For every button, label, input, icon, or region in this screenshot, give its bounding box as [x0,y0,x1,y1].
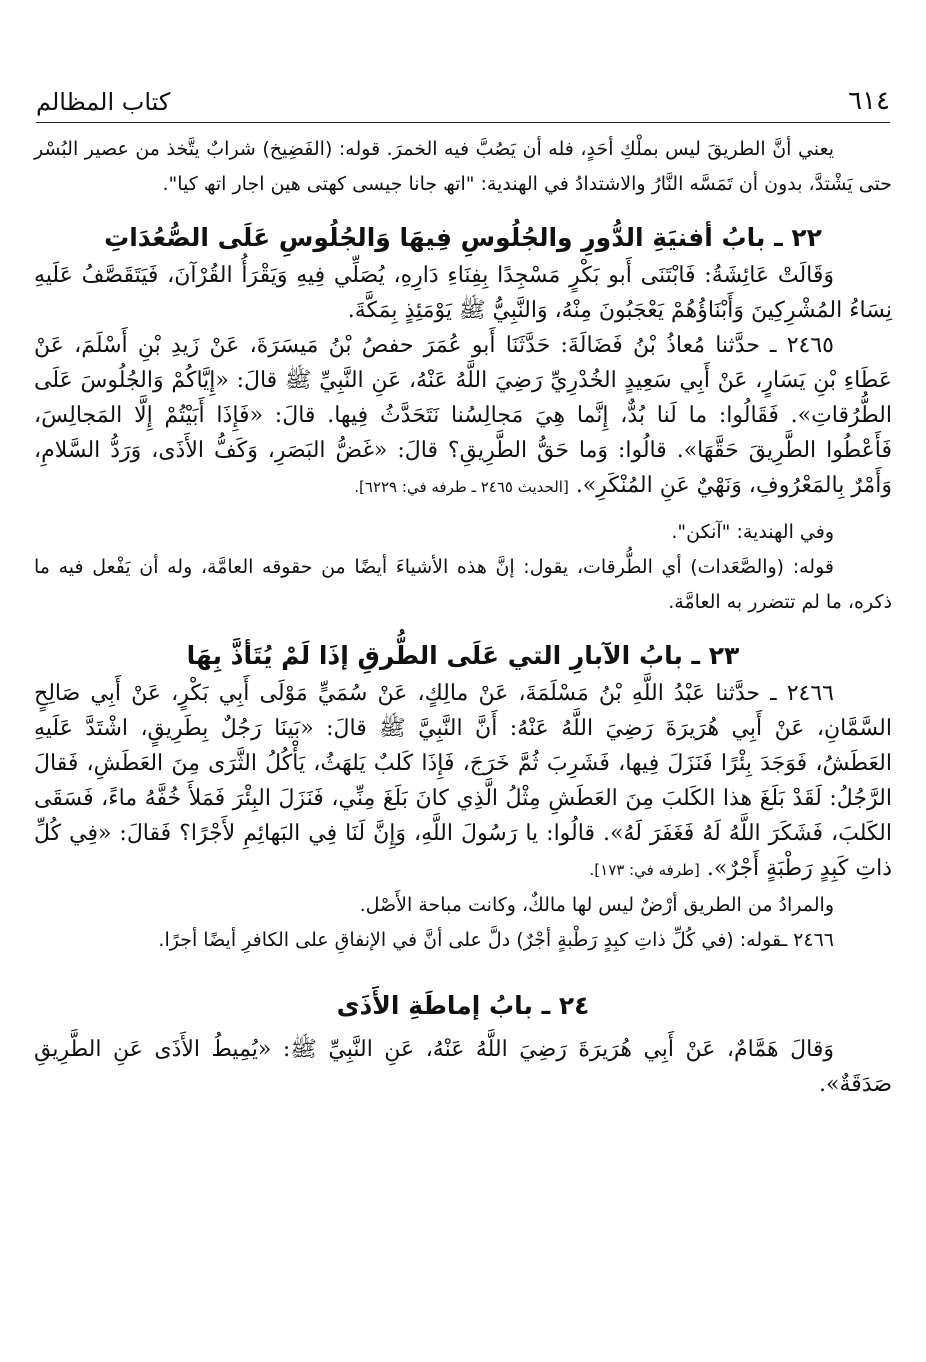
hadith-2466-reference: [طرفه في: ١٧٣]. [589,861,700,879]
chapter-heading-22: ٢٢ ـ بابُ أفنيَةِ الدُّورِ والجُلُوسِ فِيهَا وَالجُلُوسِ عَلَى الصُّعُدَاتِ [104,223,822,252]
hadith-2465-text: ٢٤٦٥ ـ حدَّثنا مُعاذُ بْنُ فَضَالَةَ: حَدَّثَنَا أَبو عُمَرَ حفصُ بْنُ مَيسَرَةَ، عَنْ زَيدِ بْنِ أَسْلَمَ، عَنْ عَطَاءِ بْنِ يَسَارٍ، عَنْ أَبِي سَعِيدٍ الخُدْرِيِّ رَضِيَ اللَّهُ عَنْهُ، عَنِ النَّبِيِّ ﷺ قالَ: «إِيَّاكُمْ وَالجُلُوسَ عَلَى الطُّرُقاتِ». فَقَالُوا: ما لَنا بُدٌّ، إِنَّما هِيَ مَجالِسُنا نَتَحَدَّثُ فِيها. قالَ: «فَإِذَا أَبَيْتُمْ إِلَّا المَجالِسَ، فَأَعْطُوا الطَّرِيقَ حَقَّهَا». قالُوا: وَما حَقُّ الطَّرِيقِ؟ قالَ: «غَضُّ البَصَرِ، وَكَفُّ الأَذَى، وَرَدُّ السَّلامِ، وَأَمْرٌ بِالمَعْرُوفِ، وَنَهْيٌ عَنِ المُنْكَرِ». [34,333,892,498]
book-title: كتاب المظالم [36,88,171,116]
chapter-24-text: وَقالَ هَمَّامٌ، عَنْ أَبِي هُرَيرَةَ رَضِيَ اللَّهُ عَنْهُ، عَنِ النَّبِيِّ ﷺ: «يُمِيطُ الأَذَى عَنِ الطَّرِيقِ صَدَقَةٌ». [34,1037,892,1097]
commentary-2466: ٢٤٦٦ ـقوله: (في كُلِّ ذاتِ كبِدٍ رَطْبةٍ أجْرٌ) دلَّ على أنَّ في الإنفاقِ على الكافرِ أيضًا أجرًا. [158,929,834,951]
page-content [34,132,892,1342]
chapter-heading-24: ٢٤ ـ بابُ إماطَةِ الأَذَى [336,991,590,1020]
hindi-note: وفي الهندية: "آنکن". [671,521,834,543]
intro-commentary: يعني أنَّ الطريقَ ليس بملْكِ أحَدٍ، فله أن يَصُبَّ فيه الخمرَ. قوله: (الفَضِيخ) شرابٌ يتَّخذ من عصير البُسْر حتى يَشْتدَّ، بدون أن تَمَسَّه النَّارُ والاشتدادُ في الهندية: "اتھ جانا جیسی کھتی هین اجار اتھ کیا". [34,138,892,195]
page-number: ٦١٤ [848,86,890,116]
hadith-2465-reference: [الحديث ٢٤٦٥ ـ طرفه في: ٦٢٢٩]. [354,478,569,496]
hadith-2465 [34,328,892,505]
page-header [36,76,890,123]
chapter-heading-23: ٢٣ ـ بابُ الآبارِ التي عَلَى الطُّرقِ إذَا لَمْ يُتَأذَّ بِهَا [186,641,740,670]
hadith-2466 [34,676,892,888]
commentary-murad: والمرادُ من الطريق أرْضٌ ليس لها مالكٌ، وكانت مباحة الأَصْل. [359,894,834,916]
hadith-2466-text: ٢٤٦٦ ـ حدَّثنا عَبْدُ اللَّهِ بْنُ مَسْلَمَةَ، عَنْ مالِكٍ، عَنْ سُمَيٍّ مَوْلَى أَبِي بَكْرٍ، عَنْ أَبِي صَالِحٍ السَّمَّانِ، عَنْ أَبِي هُرَيرَةَ رَضِيَ اللَّهُ عَنْهُ: أَنَّ النَّبِيَّ ﷺ قالَ: «بَينَا رَجُلٌ بِطَرِيقٍ، اشْتَدَّ عَلَيهِ العَطَشُ، فَوَجَدَ بِئْرًا فَنَزَلَ فِيها، فَشَرِبَ ثُمَّ خَرَجَ، فَإِذَا كَلبٌ يَلهَثُ، يَأْكُلُ الثَّرَى مِنَ العَطَشِ، فَقالَ الرَّجُلُ: لَقَدْ بَلَغَ هذا الكَلبَ مِنَ العَطَشِ مِثْلُ الَّذِي كانَ بَلَغَ مِنِّي، فَنَزَلَ البِئْرَ فَمَلأَ خُفَّهُ ماءً، فَسَقَى الكَلبَ، فَشَكَرَ اللَّهُ لَهُ فَغَفَرَ لَهُ». قالُوا: يا رَسُولَ اللَّهِ، وَإِنَّ لَنَا فِي البَهائِمِ لأَجْرًا؟ فَقالَ: «فِي كُلِّ ذاتِ كَبِدٍ رَطْبَةٍ أَجْرٌ». [34,681,892,881]
chapter-22-intro: وَقَالَتْ عَائِشَةُ: فَابْتَنَى أَبو بَكْرٍ مَسْجِدًا بِفِنَاءِ دَارِهِ، يُصَلِّي فِيهِ وَيَقْرَأُ القُرْآنَ، فَيَتَقَصَّفُ عَلَيهِ نِسَاءُ المُشْرِكِينَ وَأَبْنَاؤُهُمْ يَعْجَبُونَ مِنْهُ، وَالنَّبِيُّ ﷺ يَوْمَئِذٍ بِمَكَّةَ. [34,263,892,323]
commentary-saadat: قوله: (والصَّعَدات) أي الطُّرقات، يقول: إنَّ هذه الأشياءَ أيضًا من حقوقه العامَّة، وله أن يَفْعل فيه ما ذكره، ما لم تتضرر به العامَّة. [34,556,892,613]
